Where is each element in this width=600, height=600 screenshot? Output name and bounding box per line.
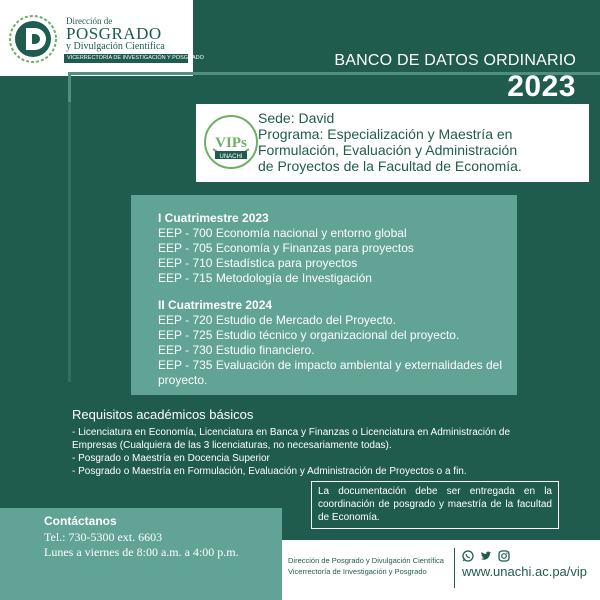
course-item: EEP - 710 Estadística para proyectos xyxy=(158,256,358,270)
course-item: EEP - 725 Estudio técnico y organizacional del proyecto. xyxy=(158,328,460,342)
footer-divider xyxy=(454,548,455,588)
documentacion-note: La documentación debe ser entregada en la coordinación de posgrado y maestría de la facultad de Economía. xyxy=(311,481,559,529)
contact-title: Contáctanos xyxy=(44,514,117,528)
posgrado-logo-icon xyxy=(8,14,58,64)
page-title: BANCO DE DATOS ORDINARIO xyxy=(334,52,576,69)
requisitos-section xyxy=(72,407,592,478)
course-item: EEP - 720 Estudio de Mercado del Proyecto. xyxy=(158,313,396,327)
course-item: EEP - 735 Evaluación de impacto ambiental y externalidades del xyxy=(158,358,502,372)
footer-line1: Dirección de Posgrado y Divulgación Científica xyxy=(288,556,444,565)
course-item: EEP - 705 Economía y Finanzas para proyectos xyxy=(158,241,414,255)
sede-line2: Programa: Especialización y Maestría en xyxy=(258,126,513,142)
requisito-line: - Licenciatura en Economía, Licenciatura en Banca y Finanzas o Licenciatura en Administración de xyxy=(72,427,511,438)
contact-phone[interactable]: Tel.: 730-5300 ext. 6603 xyxy=(44,530,163,544)
requisito-line: - Posgrado o Maestría en Docencia Superior xyxy=(72,453,270,464)
vips-logo-icon xyxy=(203,111,259,173)
logo-block xyxy=(0,0,204,76)
sede-text xyxy=(258,110,585,174)
footer-line2: Vicerrectoría de Investigación y Posgrado xyxy=(288,567,427,576)
requisitos-title: Requisitos académicos básicos xyxy=(72,407,254,422)
contact-panel xyxy=(0,508,282,600)
requisito-line: - Posgrado o Maestría en Formulación, Evaluación y Administración de Proyectos o a fin. xyxy=(72,466,467,477)
social-icons xyxy=(462,549,510,561)
cuatrimestre-1-title: I Cuatrimestre 2023 xyxy=(158,211,269,225)
course-item: EEP - 730 Estudio financiero. xyxy=(158,343,315,357)
course-item: proyecto. xyxy=(158,373,208,387)
instagram-icon[interactable] xyxy=(498,549,510,561)
decorative-line-vertical-dark xyxy=(68,102,71,382)
logo-line2: POSGRADO xyxy=(66,24,162,43)
vips-logo-subtext: UNACHI xyxy=(219,154,243,160)
sede-line1: Sede: David xyxy=(258,110,335,126)
twitter-icon[interactable] xyxy=(480,549,492,561)
cuatrimestre-2-title: II Cuatrimestre 2024 xyxy=(158,298,273,312)
sede-line3: Formulación, Evaluación y Administración xyxy=(258,142,518,158)
logo-line1: Dirección de xyxy=(66,16,113,26)
sede-line4: de Proyectos de la Facultad de Economía. xyxy=(258,158,522,174)
vips-logo-text: VIPs xyxy=(215,135,247,151)
course-item: EEP - 700 Economía nacional y entorno global xyxy=(158,226,407,240)
website-link[interactable]: www.unachi.ac.pa/vip xyxy=(462,564,588,579)
footer xyxy=(282,540,600,600)
requisito-line: Empresas (Cualquiera de las 3 licenciaturas, no necesariamente todas). xyxy=(72,440,392,451)
logo-line3: y Divulgación Científica xyxy=(66,41,165,52)
decorative-line-vertical xyxy=(68,72,71,102)
course-item: EEP - 715 Metodología de Investigación xyxy=(158,271,372,285)
cuatrimestres-panel xyxy=(131,195,517,395)
logo-subtitle-bar: VICERRECTORÍA DE INVESTIGACIÓN Y POSGRADO xyxy=(64,54,188,63)
sede-card xyxy=(196,104,589,182)
whatsapp-icon[interactable] xyxy=(462,549,474,561)
contact-hours: Lunes a viernes de 8:00 a.m. a 4:00 p.m. xyxy=(44,545,239,559)
page-year: 2023 xyxy=(507,70,576,103)
